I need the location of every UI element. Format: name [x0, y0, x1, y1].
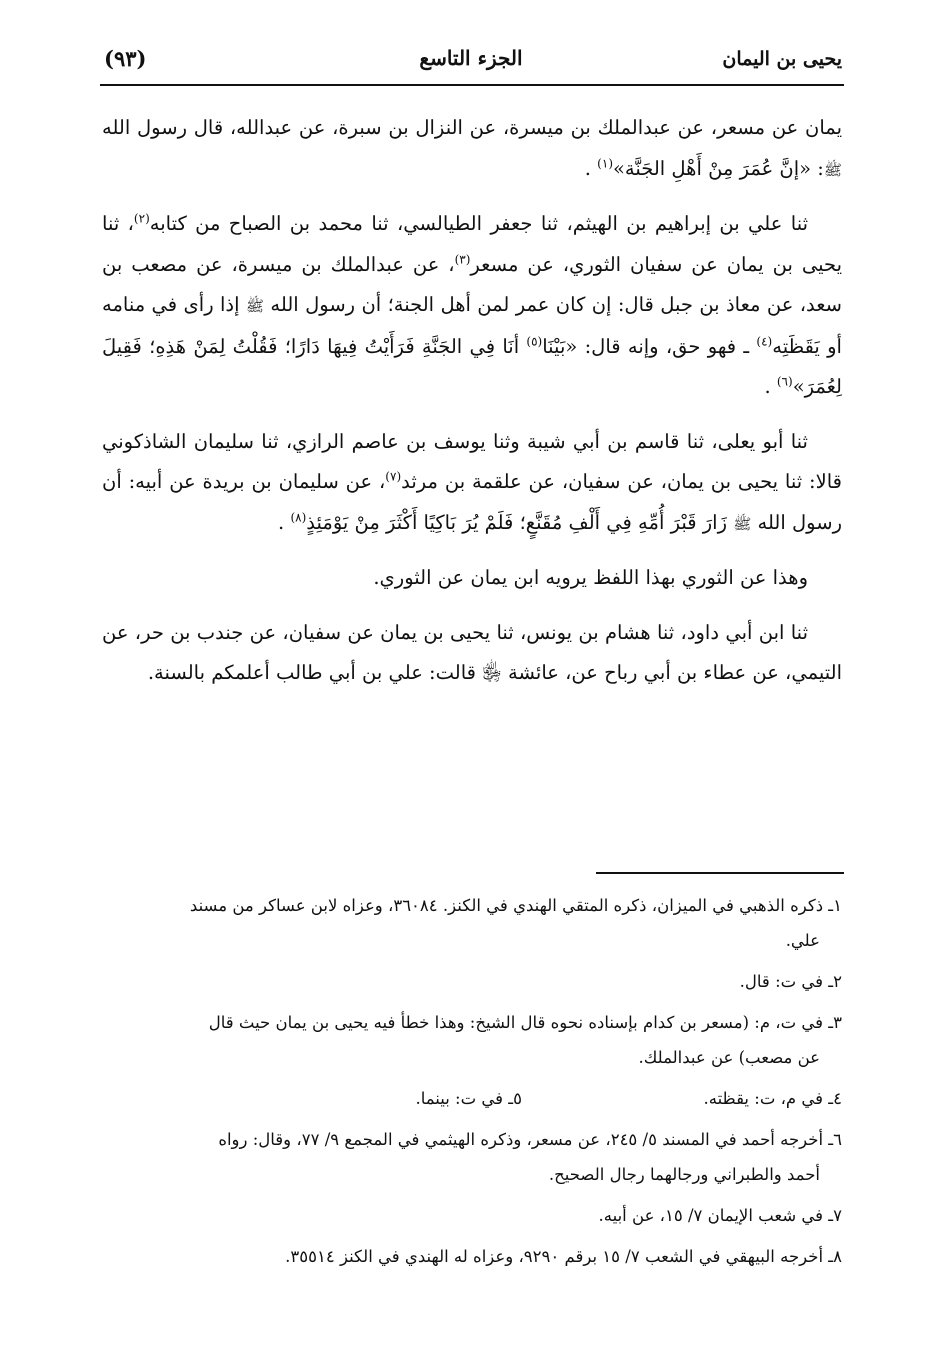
footnote-4: ٤ـ في م، ت: يقظته.: [703, 1089, 842, 1108]
footnote-6-line-1: ٦ـ أخرجه أحمد في المسند ٥/ ٢٤٥، عن مسعر، وذكره الهيثمي في المجمع ٩/ ٧٧، وقال: رواه: [218, 1130, 842, 1149]
p5-text: ثنا ابن أبي داود، ثنا هشام بن يونس، ثنا يحيى بن يمان عن سفيان، عن جندب بن حر، عن التيمي، عن عطاء بن أبي رباح عن، عائشة ﵂ قالت: علي بن أبي طالب أعلمكم بالسنة.: [102, 620, 842, 684]
paragraph-1: [102, 108, 842, 190]
paragraph-5: [102, 613, 842, 694]
footnote-divider: [596, 872, 844, 874]
salawat-glyph: ﷺ: [733, 514, 752, 533]
p2-text-6: أنَا فِي الجَنَّةِ فَرَأَيْتُ فِيهَا دَارًا؛ فَقُلْتُ لِمَنْ هَذِهِ؛ فَقِيلَ لِعُمَرَ»: [102, 334, 842, 398]
footnote-7: [102, 1198, 842, 1233]
p2-text-7: .: [764, 375, 777, 398]
p3-text-2: ، عن سليمان بن بريدة عن أبيه: أن رسول الله: [102, 470, 842, 534]
salawat-glyph: ﷺ: [245, 297, 265, 315]
footnote-8-text: ٨ـ أخرجه البيهقي في الشعب ٧/ ١٥ برقم ٩٢٩٠، وعزاه له الهندي في الكنز ٣٥٥١٤.: [285, 1247, 842, 1266]
footnote-ref-3[interactable]: (٣): [454, 252, 471, 266]
footnote-ref-6[interactable]: (٦): [776, 374, 793, 389]
footnote-3-line-2: عن مصعب) عن عبدالملك.: [638, 1048, 820, 1067]
footnote-3: [102, 1005, 842, 1075]
footnote-2-text: ٢ـ في ت: قال.: [739, 972, 842, 991]
page-number: (٩٣): [104, 46, 147, 71]
footnote-ref-8[interactable]: (٨): [290, 510, 307, 524]
footnote-2: [102, 964, 842, 999]
p3-text-4: .: [278, 510, 291, 534]
p2-text-5: ـ فهو حق، وإنه قال: «بَيْنَا: [542, 334, 757, 358]
footnote-5: ٥ـ في ت: بينما.: [415, 1089, 522, 1108]
footnote-1-line-1: ١ـ ذكره الذهبي في الميزان، ذكره المتقي الهندي في الكنز. ٣٦٠٨٤، وعزاه لابن عساكر من مسند: [189, 896, 842, 915]
p2-text-1: ثنا علي بن إبراهيم بن الهيثم، ثنا جعفر الطيالسي، ثنا محمد بن الصباح من كتابه: [149, 212, 809, 235]
footnote-4-5-row: [102, 1081, 842, 1116]
paragraph-3: [102, 422, 842, 545]
footnote-7-text: ٧ـ في شعب الإيمان ٧/ ١٥، عن أبيه.: [598, 1206, 842, 1225]
p1-text-3: .: [584, 156, 598, 180]
footnote-ref-2[interactable]: (٢): [133, 211, 150, 226]
footnote-8: [102, 1239, 842, 1274]
p3-text-3: زَارَ قَبْرَ أُمِّهِ فِي أَلْفِ مُقَنَّعٍ؛ فَلَمْ يُرَ بَاكِيًا أَكْثَرَ مِنْ يَوْمَئِذٍ: [306, 510, 734, 534]
running-title: يحيى بن اليمان: [722, 48, 842, 70]
footnote-1-line-2: علي.: [785, 931, 820, 950]
footnote-6: [102, 1122, 842, 1192]
part-title: الجزء التاسع: [419, 46, 523, 70]
p4-text: وهذا عن الثوري بهذا اللفظ يرويه ابن يمان عن الثوري.: [373, 566, 808, 589]
page-header: [100, 44, 842, 80]
p2-text-2: ، ثنا يحيى بن يمان عن سفيان الثوري، عن مسعر: [102, 212, 842, 276]
p1-text-1: يمان عن مسعر، عن عبدالملك بن ميسرة، عن النزال بن سبرة، عن عبدالله، قال رسول الله: [102, 116, 842, 139]
footnote-3-line-1: ٣ـ في ت، م: (مسعر بن كدام بإسناده نحوه قال الشيخ: وهذا خطأ فيه يحيى بن يمان حيث قال: [208, 1013, 842, 1032]
paragraph-2: [102, 204, 842, 408]
p1-text-2: : «إنَّ عُمَرَ مِنْ أَهْلِ الجَنَّة»: [613, 156, 824, 180]
footnote-ref-5[interactable]: (٥): [526, 334, 543, 348]
paragraph-4: [102, 558, 842, 599]
salawat-glyph: ﷺ: [823, 160, 842, 179]
footnote-ref-1[interactable]: (١): [597, 156, 613, 170]
footnote-6-line-2: أحمد والطبراني ورجالهما رجال الصحيح.: [548, 1165, 820, 1184]
footnote-1: [102, 888, 842, 958]
footnotes: [102, 888, 842, 1280]
header-divider: [100, 84, 844, 86]
p2-text-4: إذا رأى في منامه أو يَقَظَتِه: [102, 293, 842, 358]
main-text: [102, 108, 842, 708]
p3-text-1: ثنا أبو يعلى، ثنا قاسم بن أبي شيبة وثنا يوسف بن عاصم الرازي، ثنا سليمان الشاذكوني قالا: ثنا يحيى بن يمان، عن سفيان، عن علقمة بن مرثد: [102, 429, 842, 493]
footnote-ref-7[interactable]: (٧): [385, 469, 402, 484]
footnote-ref-4[interactable]: (٤): [756, 334, 773, 348]
p2-text-3: ، عن عبدالملك بن ميسرة، عن مصعب بن سعد، عن معاذ بن جبل قال: إن كان عمر لمن أهل الجنة؛ أن رسول الله: [102, 252, 842, 316]
